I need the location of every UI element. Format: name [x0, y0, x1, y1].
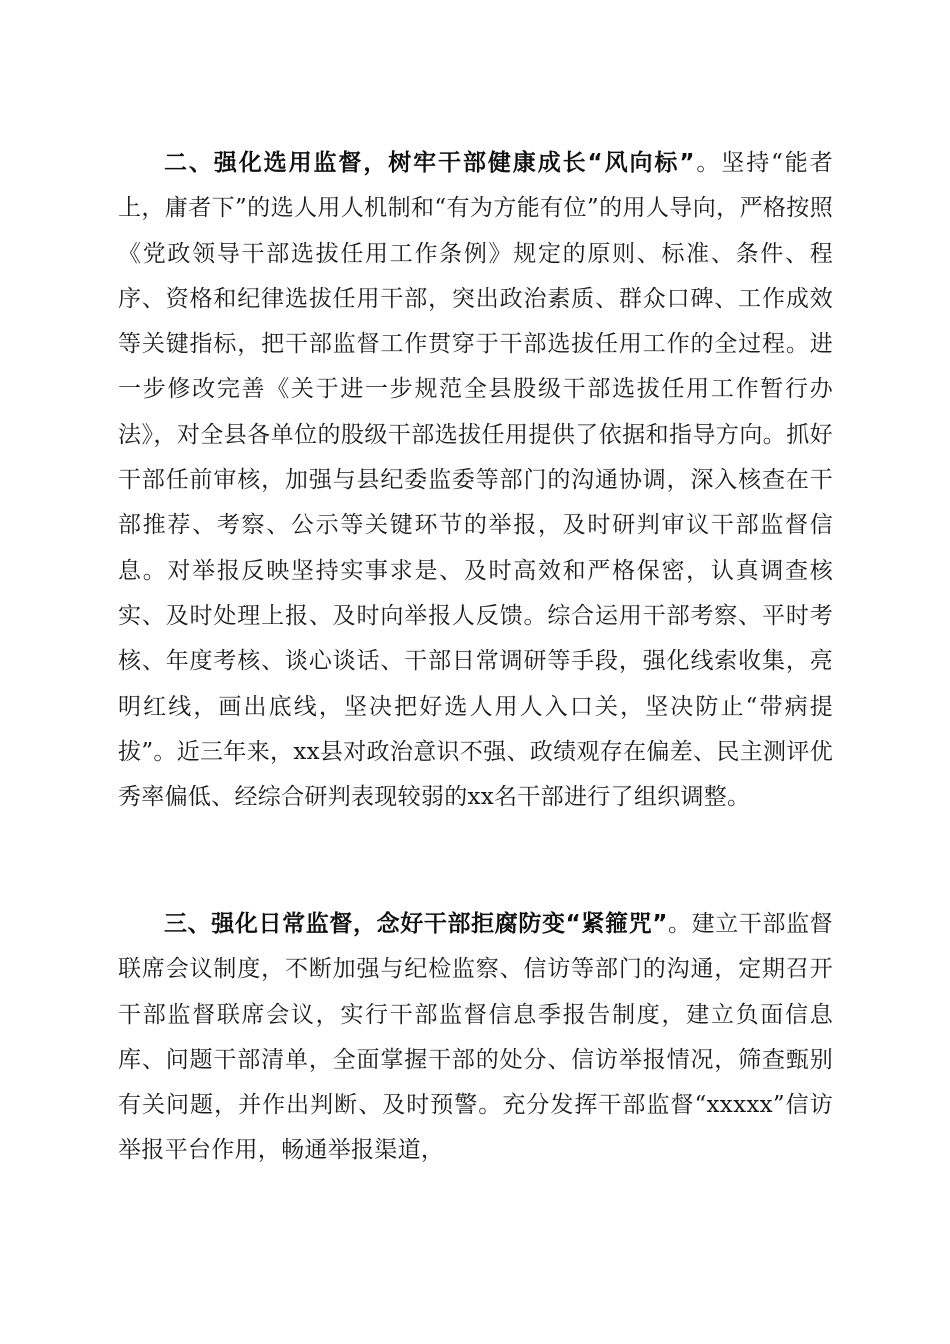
paragraph-heading: 三、强化日常监督，念好干部拒腐防变“紧箍咒”	[164, 911, 668, 937]
paragraph-daily-supervision	[118, 902, 833, 1174]
paragraph-body: 。坚持“能者上，庸者下”的选人用人机制和“有为方能有位”的用人导向，严格按照《党政领导干部选拔任用工作条例》规定的原则、标准、条件、程序、资格和纪律选拔任用干部，突出政治素质、群众口碑、工作成效等关键指标，把干部监督工作贯穿于干部选拔任用工作的全过程。进一步修改完善《关于进一步规范全县股级干部选拔任用工作暂行办法》，对全县各单位的股级干部选拔任用提供了依据和指导方向。抓好干部任前审核，加强与县纪委监委等部门的沟通协调，深入核查在干部推荐、考察、公示等关键环节的举报，及时研判审议干部监督信息。对举报反映坚持实事求是、及时高效和严格保密，认真调查核实、及时处理上报、及时向举报人反馈。综合运用干部考察、平时考核、年度考核、谈心谈话、干部日常调研等手段，强化线索收集，亮明红线，画出底线，坚决把好选人用人入口关，坚决防止“带病提拔”。近三年来，xx县对政治意识不强、政绩观存在偏差、民主测评优秀率偏低、经综合研判表现较弱的xx名干部进行了组织调整。	[118, 150, 833, 811]
paragraph-selection-supervision	[118, 141, 833, 820]
paragraph-heading: 二、强化选用监督，树牢干部健康成长“风向标”	[164, 150, 695, 176]
paragraph-body: 。建立干部监督联席会议制度，不断加强与纪检监察、信访等部门的沟通，定期召开干部监督联席会议，实行干部监督信息季报告制度，建立负面信息库、问题干部清单，全面掌握干部的处分、信访举报情况，筛查甄别有关问题，并作出判断、及时预警。充分发挥干部监督“xxxxx”信访举报平台作用，畅通举报渠道，	[118, 911, 833, 1164]
